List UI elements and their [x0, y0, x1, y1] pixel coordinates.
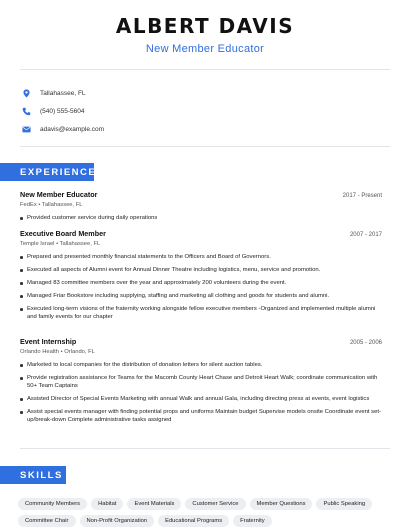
job-location: Tallahassee, FL [59, 241, 101, 247]
job-title: Event Internship [20, 337, 77, 346]
skill-chip: Member Questions [250, 498, 313, 510]
job-entry [20, 337, 382, 429]
job-bullets [20, 214, 382, 222]
job-org: Orlando Health [20, 349, 59, 355]
skill-chip: Fraternity [233, 515, 271, 527]
phone-icon [22, 107, 31, 116]
divider [20, 448, 390, 449]
job-bullet: Assist special events manager with finding potential props and uniforms Maintain budget Supervise models onsite Coordinate event set-up/break-down Complete administrative tasks assigned [20, 408, 382, 424]
job-location: Tallahassee, FL [41, 202, 83, 208]
contact-email-text[interactable]: adavis@example.com [40, 125, 105, 133]
skill-chip: Community Members [18, 498, 87, 510]
resume-header [0, 14, 410, 55]
skill-chip: Event Materials [127, 498, 181, 510]
contact-list [22, 84, 104, 138]
contact-phone-text: (540) 555-5604 [40, 107, 85, 115]
candidate-role: New Member Educator [145, 43, 265, 55]
job-bullet: Prepared and presented monthly financial statements to the Officers and Board of Governors. [20, 253, 382, 261]
job-org: Temple Israel [20, 241, 55, 247]
job-org-line: FedEx • Tallahassee, FL [20, 202, 83, 208]
job-bullets [20, 361, 382, 424]
job-entry [20, 190, 382, 227]
job-org: FedEx [20, 202, 37, 208]
job-bullet: Provided customer service during daily operations [20, 214, 382, 222]
job-org-line: Temple Israel • Tallahassee, FL [20, 241, 101, 247]
job-entry [20, 229, 382, 326]
job-bullets [20, 253, 382, 321]
skills-heading-label: SKILLS [20, 469, 63, 481]
job-bullet: Provide registration assistance for Teams for the Macomb County Heart Chase and Detroit Heart Walk; coordinate communication with 50+ Team Captains [20, 374, 382, 390]
job-dates: 2007 - 2017 [349, 232, 382, 238]
experience-heading [0, 163, 97, 181]
job-title: New Member Educator [20, 190, 98, 199]
divider [20, 69, 390, 70]
job-bullet: Executed all aspects of Alumni event for Annual Dinner Theatre including logistics, menu, service and promotion. [20, 266, 382, 274]
contact-location [22, 84, 104, 102]
skill-chip: Educational Programs [158, 515, 229, 527]
candidate-name: ALBERT DAVIS [115, 14, 295, 38]
divider [20, 146, 390, 147]
job-bullet: Managed Friar Bookstore including supplying, staffing and marketing all clothing and goods for students and alumni. [20, 292, 382, 300]
job-bullet: Managed 83 committee members over the year and approximately 200 volunteers during the event. [20, 279, 382, 287]
skill-chip: Customer Service [185, 498, 245, 510]
job-dates: 2005 - 2006 [349, 340, 382, 346]
job-dates: 2017 - Present [342, 193, 382, 199]
job-bullet: Executed long-term visions of the fraternity working alongside fellow executive members -Organized and implemented multiple alumni and family events for our chapter [20, 305, 382, 321]
experience-heading-label: EXPERIENCE [20, 166, 97, 178]
job-location: Orlando, FL [64, 349, 95, 355]
skill-chip: Public Speaking [316, 498, 372, 510]
contact-phone [22, 102, 104, 120]
contact-email[interactable] [22, 120, 104, 138]
contact-location-text: Tallahassee, FL [40, 89, 86, 97]
skills-list [18, 498, 393, 530]
job-bullet: Assisted Director of Special Events Marketing with annual Walk and annual Gala, including directing press at events, event logistics [20, 395, 382, 403]
location-pin-icon [22, 89, 31, 98]
job-bullet: Marketed to local companies for the distribution of donation letters for silent auction tables. [20, 361, 382, 369]
job-title: Executive Board Member [20, 229, 106, 238]
skill-chip: Non-Profit Organization [80, 515, 155, 527]
job-org-line: Orlando Health • Orlando, FL [20, 349, 95, 355]
skills-heading [0, 466, 66, 484]
email-icon [22, 125, 31, 134]
skill-chip: Committee Chair [18, 515, 76, 527]
skill-chip: Habitat [91, 498, 123, 510]
